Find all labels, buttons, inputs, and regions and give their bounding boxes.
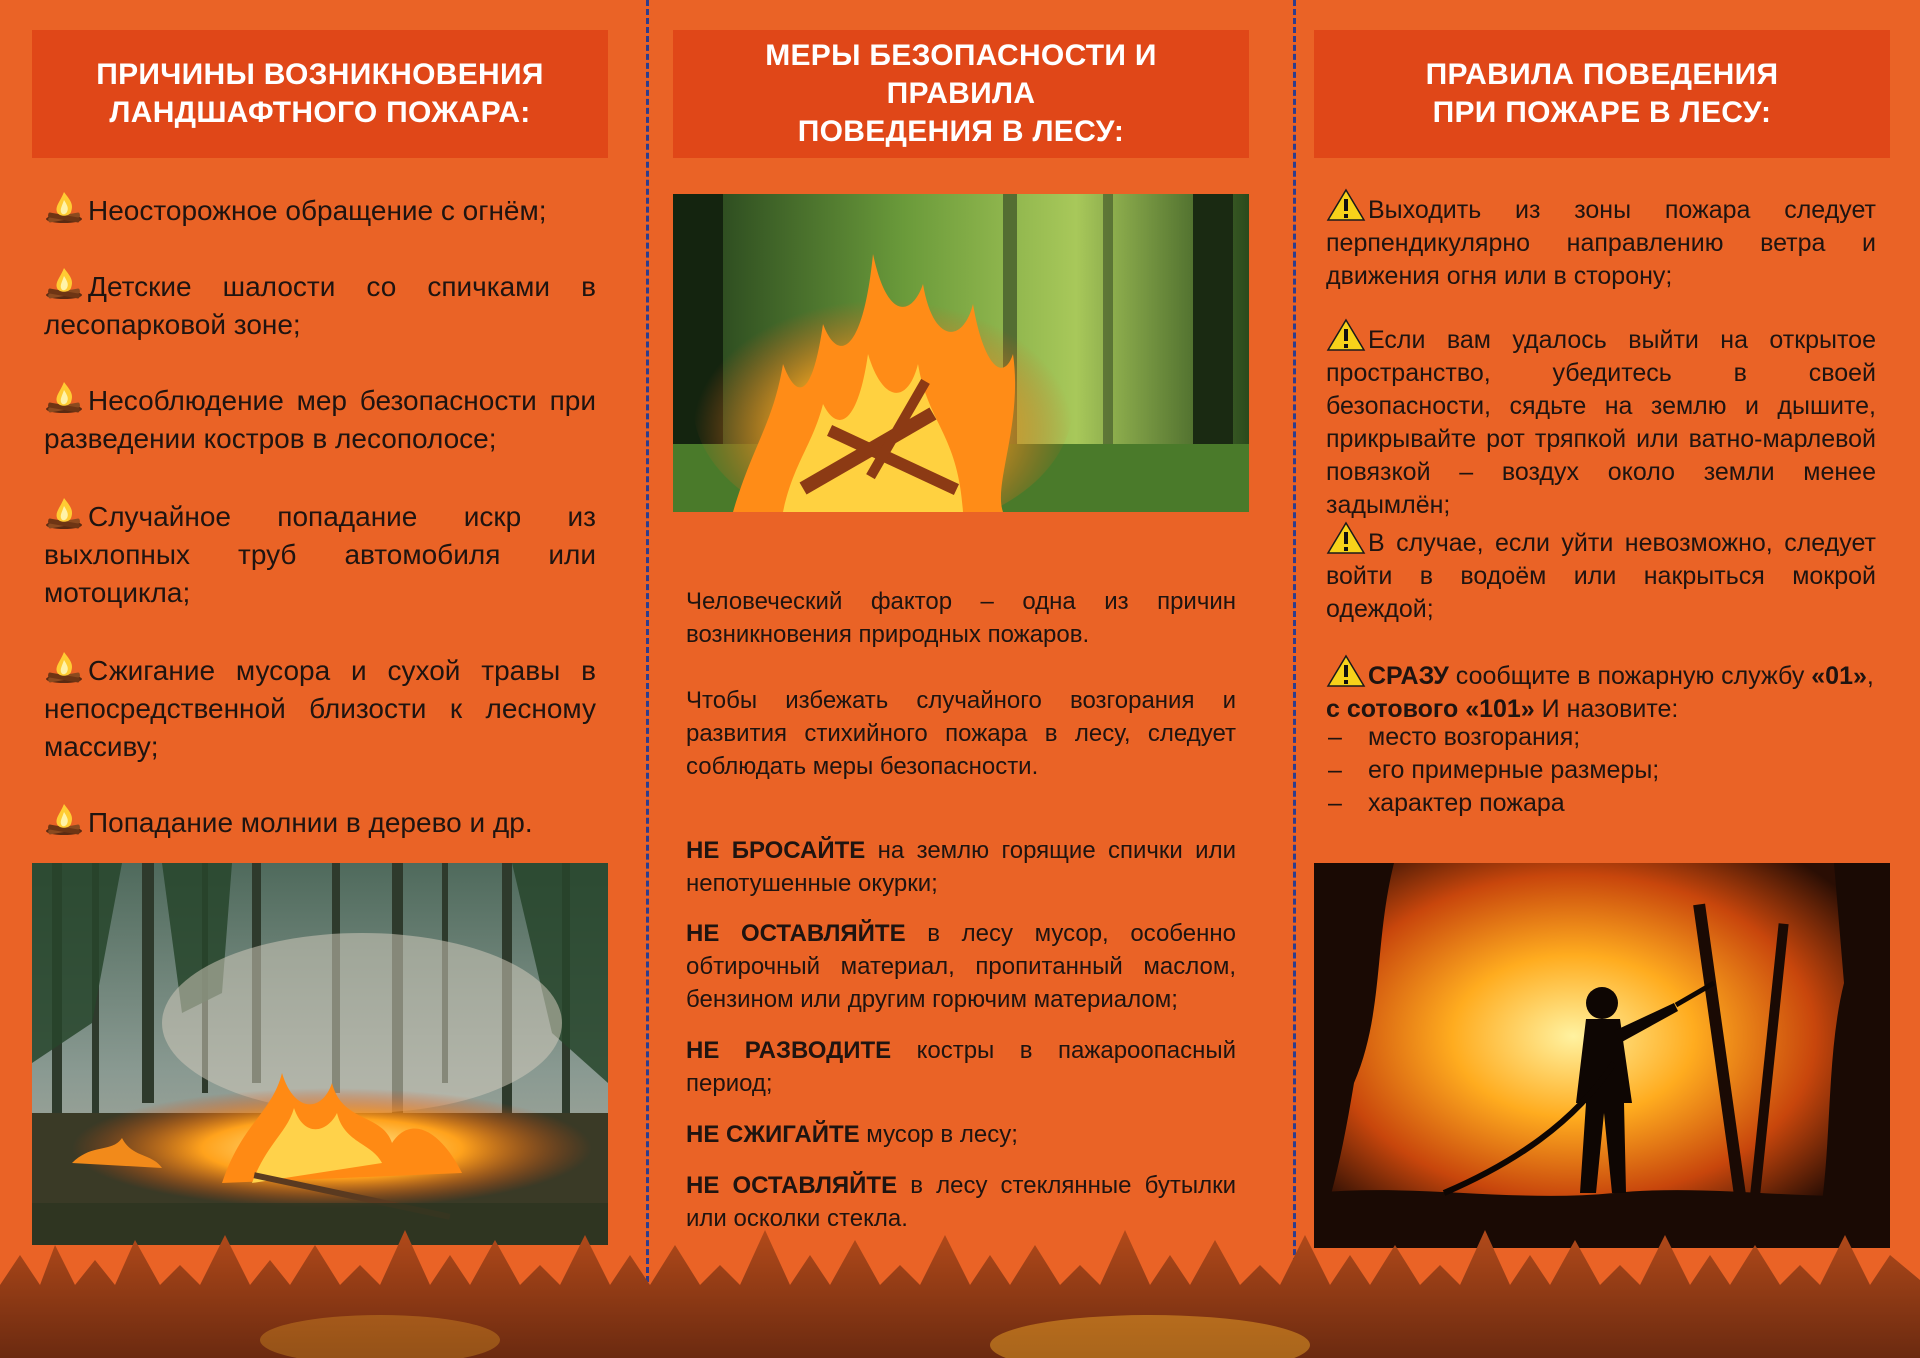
- advice-paragraph: [686, 684, 1236, 783]
- rule-keyword: НЕ РАЗВОДИТЕ: [686, 1037, 892, 1064]
- rule-text: на землю горящие спички или непотушенные окурки;: [686, 837, 1236, 897]
- campfire-icon: [44, 266, 84, 300]
- safety-rule: [686, 1118, 1236, 1151]
- panel-header: [673, 30, 1249, 158]
- dash-bullet: –: [1328, 723, 1342, 751]
- panel-title: ПРАВИЛА ПОВЕДЕНИЯ ПРИ ПОЖАРЕ В ЛЕСУ:: [1425, 58, 1779, 129]
- behaviour-item: [1326, 521, 1876, 626]
- rule-text: в лесу стеклянные бутылки или осколки стекла.: [686, 1172, 1236, 1232]
- list-item-text: Сжигание мусора и сухой травы в непосредственной близости к лесному массиву;: [44, 655, 596, 762]
- campfire-icon: [44, 496, 84, 530]
- list-item: [44, 380, 596, 458]
- report-item-text: его примерные размеры;: [1368, 756, 1660, 784]
- report-list-item: [1328, 754, 1659, 787]
- panel-header: [32, 30, 608, 158]
- rule-text: мусор в лесу;: [859, 1121, 1018, 1148]
- safety-rule: [686, 1034, 1236, 1100]
- panel-safety: [673, 30, 1249, 158]
- report-list-item: [1328, 721, 1580, 754]
- campfire-icon: [44, 380, 84, 414]
- panel-behaviour: [1314, 30, 1890, 158]
- report-list-item: [1328, 787, 1565, 820]
- list-item-text: Детские шалости со спичками в лесопарковой зоне;: [44, 271, 596, 340]
- call-text: сообщите в пожарную службу: [1448, 662, 1812, 690]
- behaviour-text: Выходить из зоны пожара следует перпендикулярно направлению ветра и движения огня или в сторону;: [1326, 196, 1876, 290]
- list-item: [44, 650, 596, 766]
- campfire-icon: [44, 650, 84, 684]
- rule-text: в лесу мусор, особенно обтирочный материал, пропитанный маслом, бензином или другим горючим материалом;: [686, 920, 1236, 1013]
- forest-silhouette-footer: [0, 1225, 1920, 1358]
- warning-icon: [1326, 654, 1366, 688]
- warning-icon: [1326, 318, 1366, 352]
- mobile-number: с сотового «101»: [1326, 695, 1535, 723]
- call-text: И назовите:: [1534, 695, 1679, 723]
- firefighter-photo: [1314, 863, 1890, 1248]
- advice-text: Чтобы избежать случайного возгорания и развития стихийного пожара в лесу, следует соблюдать меры безопасности.: [686, 687, 1236, 780]
- behaviour-text: Если вам удалось выйти на открытое пространство, убедитесь в своей безопасности, сядьте на землю и дышите, прикрывайте рот тряпкой или ватно-марлевой повязкой – воздух около земли менее задымлён;: [1326, 326, 1876, 519]
- panel-header: [1314, 30, 1890, 158]
- behaviour-text: В случае, если уйти невозможно, следует войти в водоём или накрыться мокрой одеждой;: [1326, 529, 1876, 623]
- report-item-text: характер пожара: [1368, 789, 1565, 817]
- safety-rule: [686, 917, 1236, 1016]
- behaviour-item: [1326, 318, 1876, 522]
- rule-keyword: НЕ ОСТАВЛЯЙТЕ: [686, 920, 906, 947]
- warning-icon: [1326, 188, 1366, 222]
- intro-paragraph: [686, 585, 1236, 651]
- list-item-text: Неосторожное обращение с огнём;: [88, 195, 547, 226]
- list-item: [44, 190, 596, 230]
- warning-icon: [1326, 521, 1366, 555]
- list-item: [44, 802, 596, 842]
- forest-fire-photo: [32, 863, 608, 1245]
- panel-causes: [32, 30, 608, 158]
- call-instruction: [1326, 654, 1876, 726]
- intro-text: Человеческий фактор – одна из причин возникновения природных пожаров.: [686, 588, 1236, 648]
- emergency-number: «01»: [1811, 662, 1867, 690]
- call-text: ,: [1866, 662, 1874, 690]
- call-keyword: СРАЗУ: [1368, 662, 1449, 690]
- list-item: [44, 266, 596, 344]
- campfire-photo: [673, 194, 1249, 512]
- panel-title: МЕРЫ БЕЗОПАСНОСТИ И ПРАВИЛА ПОВЕДЕНИЯ В ЛЕСУ:: [765, 39, 1157, 148]
- list-item-text: Несоблюдение мер безопасности при разведении костров в лесополосе;: [44, 385, 596, 454]
- list-item-text: Случайное попадание искр из выхлопных труб автомобиля или мотоцикла;: [44, 501, 596, 608]
- safety-rule: [686, 834, 1236, 900]
- campfire-icon: [44, 190, 84, 224]
- fold-line-right: [1293, 0, 1296, 1300]
- dash-bullet: –: [1328, 789, 1342, 817]
- rule-keyword: НЕ БРОСАЙТЕ: [686, 837, 866, 864]
- list-item-text: Попадание молнии в дерево и др.: [88, 807, 533, 838]
- panel-title: ПРИЧИНЫ ВОЗНИКНОВЕНИЯ ЛАНДШАФТНОГО ПОЖАРА:: [96, 58, 544, 129]
- dash-bullet: –: [1328, 756, 1342, 784]
- fold-line-left: [646, 0, 649, 1300]
- campfire-icon: [44, 802, 84, 836]
- rule-keyword: НЕ ОСТАВЛЯЙТЕ: [686, 1172, 898, 1199]
- rule-keyword: НЕ СЖИГАЙТЕ: [686, 1121, 860, 1148]
- report-item-text: место возгорания;: [1368, 723, 1581, 751]
- list-item: [44, 496, 596, 612]
- rule-text: костры в пажароопасный период;: [686, 1037, 1236, 1097]
- behaviour-item: [1326, 188, 1876, 293]
